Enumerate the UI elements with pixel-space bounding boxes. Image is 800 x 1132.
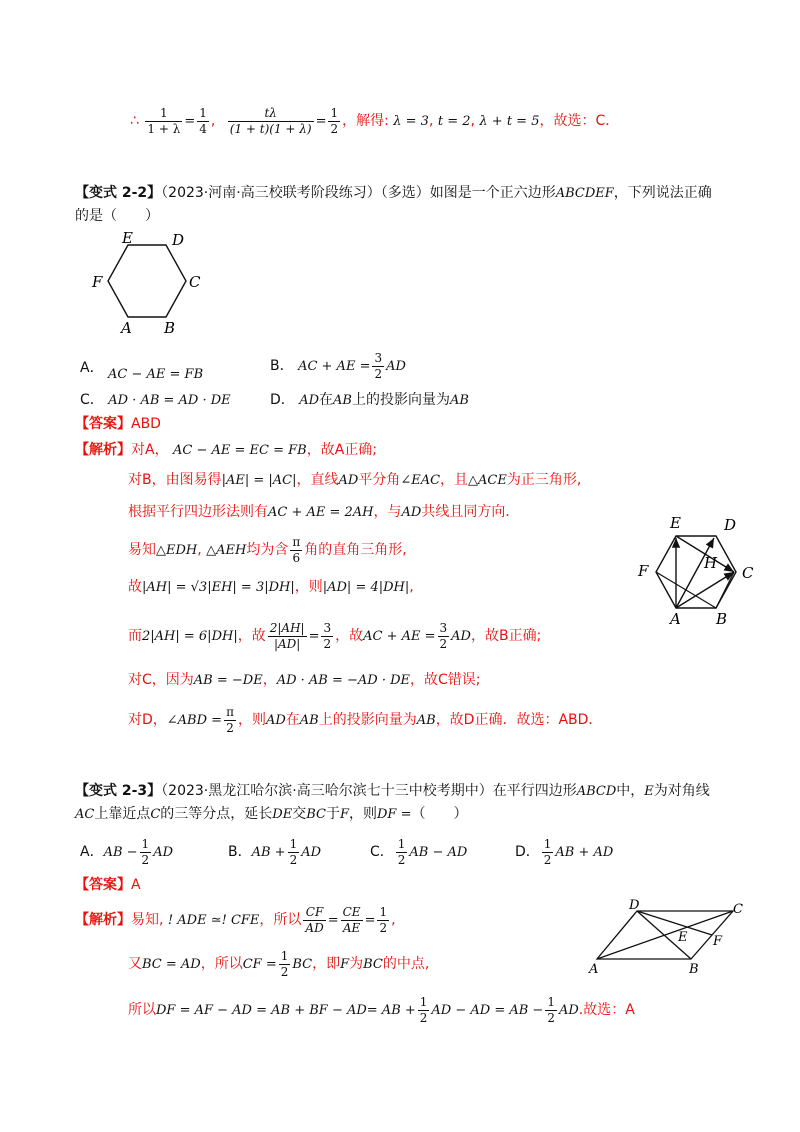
expr: AB = −DE (193, 673, 263, 688)
seg-bc: BC (306, 807, 326, 822)
q22-tag: 【变式 2-2】 (75, 185, 162, 201)
expr: ∠ABD = (166, 713, 223, 728)
expr: BC (292, 957, 313, 972)
expr: AD (153, 845, 173, 860)
expr: |AD| = 4|DH| (322, 580, 410, 595)
frac-num: CF (303, 905, 325, 921)
q23-option-d[interactable] (515, 832, 613, 872)
expr: AD (338, 473, 359, 488)
text: ，且 (440, 472, 469, 488)
hex-label-f: F (92, 273, 103, 291)
frac-den: 1 + λ (147, 121, 181, 136)
expr: |AH| = √3|EH| = 3|DH| (142, 580, 295, 595)
expr: △EDH (156, 543, 198, 558)
seg-de: DE (272, 807, 293, 822)
expr: △AEH (206, 543, 247, 558)
text: ，故D正确．故选：ABD． (435, 712, 603, 728)
q23-shape: ABCD (576, 784, 617, 799)
text: ，故 (335, 628, 364, 644)
q22-option-c[interactable] (80, 390, 231, 411)
frac-den: 2 (397, 852, 406, 867)
hexagon-shape (108, 245, 186, 317)
hex-label-d: D (172, 231, 185, 249)
expr: BC (363, 957, 383, 972)
option-label: C． (370, 844, 394, 860)
expr: △ACE (468, 473, 507, 488)
expr-df: DF = (377, 807, 412, 822)
text: 的中点, (382, 956, 430, 972)
q22-sol-line4: 易知△EDH, △AEH均为含 $\frac{\pi}{6}$ 角的直角三角形, (128, 534, 407, 565)
frac-num: 1 (397, 836, 406, 851)
fig-label-e: E (670, 514, 681, 532)
frac-num: 1 (289, 836, 298, 851)
vec-ab: AB (333, 393, 352, 408)
q22-option-d[interactable] (270, 390, 469, 411)
text: 对C，因为 (128, 672, 194, 688)
frac-den: 4 (199, 121, 207, 136)
expr: AD (558, 1003, 579, 1018)
text: 易知 (128, 542, 156, 558)
parallelogram-figure (585, 895, 755, 977)
frac-den: 2 (543, 852, 552, 867)
expr: = AB + (366, 1003, 416, 1018)
text: 又 (128, 956, 142, 972)
expr: DF = AF − AD = AB + BF − AD (156, 1003, 367, 1018)
frac-num: 1 (543, 836, 552, 851)
frac-num: 1 (145, 106, 182, 122)
q22-stem-line1 (75, 183, 712, 204)
frac-den: 2 (141, 852, 150, 867)
q23-answer (75, 875, 141, 895)
text: , (391, 912, 396, 928)
frac-den: |AD| (273, 636, 301, 651)
solution-t: t = 2 (437, 114, 471, 129)
text: ，所以 (259, 912, 302, 928)
text: 而 (128, 628, 142, 644)
frac-num: tλ (228, 106, 314, 122)
text: ，与 (373, 504, 402, 520)
option-d-text: 在 (319, 392, 334, 408)
q22-source: （2023·河南·高三校联考阶段练习）（多选）如图是一个正六边形 (161, 185, 556, 201)
text: ，则 (349, 806, 377, 822)
text: ，即 (312, 956, 341, 972)
seg-ac: AC (75, 807, 95, 822)
option-label: B． (270, 358, 294, 374)
vec-ad: AD (299, 393, 320, 408)
frac-den: AE (342, 920, 361, 935)
answer-tag: 【答案】 (75, 416, 131, 432)
expr: F (340, 957, 350, 972)
vec-ab-2: AB (450, 393, 469, 408)
frac-den: 2 (439, 636, 448, 651)
frac-den: (1 + t)(1 + λ) (229, 121, 312, 136)
expr: AB + (251, 845, 286, 860)
option-label: B． (228, 844, 252, 860)
frac-num: 1 (199, 105, 207, 120)
text: 为正三角形, (506, 472, 582, 488)
text: 对D， (128, 712, 167, 728)
q22-sol-line7 (128, 670, 481, 691)
frac-num: π (292, 534, 301, 549)
q22-sol-line2 (128, 470, 581, 491)
q23-source: （2023·黑龙江哈尔滨·高三哈尔滨七十三中校考期中）在平行四边形 (161, 783, 577, 799)
q23-option-a[interactable] (80, 832, 173, 872)
text: 易知, (131, 912, 164, 928)
frac-den: 2 (323, 636, 332, 651)
point-f: F (339, 807, 349, 822)
text: 角的直角三角形, (304, 542, 407, 558)
frac-den: 2 (374, 366, 383, 381)
therefore-symbol: ∴ (130, 113, 139, 129)
text: 交 (292, 806, 307, 822)
option-a-expr: AC − AE = FB (108, 367, 204, 382)
frac-num: CE (342, 904, 361, 919)
text: ，所以 (200, 956, 243, 972)
text: 故 (128, 579, 142, 595)
point-c: C (150, 807, 161, 822)
frac-num: 1 (419, 994, 428, 1009)
q22-sol-line3 (128, 502, 519, 523)
option-label: D． (270, 392, 295, 408)
frac-num: 3 (374, 350, 383, 365)
para-label-a: A (589, 962, 599, 977)
expr: ∠EAC (400, 473, 441, 488)
q23-tag: 【变式 2-3】 (75, 783, 162, 799)
text: .故选：A (578, 1002, 635, 1018)
frac-num: 1 (547, 994, 555, 1009)
hex-label-b: B (164, 319, 176, 335)
expr: BC = AD (142, 957, 201, 972)
expr: AB (299, 713, 319, 728)
para-label-d: D (629, 898, 640, 913)
q22-stem-line2: 的是（ ） (75, 208, 159, 224)
text: 根据平行四边形法则有 (128, 504, 268, 520)
option-b-lhs: AC + AE = (298, 359, 371, 374)
expr: AD − AD = AB − (431, 1003, 544, 1018)
frac-num: 3 (323, 620, 332, 635)
expr: AB + AD (555, 845, 614, 860)
text: 为 (349, 956, 364, 972)
para-label-f: F (713, 934, 723, 949)
text: ，则 (294, 579, 323, 595)
eq: = (308, 629, 320, 644)
q23-sol-line1: 【解析】易知, ! ADE ≃! CFE，所以 $\frac{CF}{AD}$ = $\frac{CE}{AE}$ = $\frac{1}{2}$ , (75, 904, 396, 935)
fig-label-c: C (742, 564, 754, 582)
q23-option-b[interactable] (228, 832, 321, 872)
expr: AC + AE = (363, 629, 436, 644)
expr: AD · AB = −AD · DE (276, 673, 411, 688)
text: 平分角 (358, 472, 401, 488)
text: 中， (616, 783, 645, 799)
fig-label-h: H (704, 554, 718, 572)
hex-label-c: C (189, 273, 201, 291)
frac-den: 2 (289, 852, 298, 867)
frac-num: 1 (280, 948, 289, 963)
q23-sol-line3 (128, 990, 635, 1030)
frac-den: 2 (226, 720, 234, 735)
solve-text: ，解得: (342, 113, 389, 129)
solution-lambda: λ = 3 (393, 114, 429, 129)
solution-tag: 【解析】 (75, 912, 131, 928)
text: ，故C错误; (410, 672, 481, 688)
point-e: E (644, 784, 654, 799)
solution-sum: λ + t = 5 (479, 114, 540, 129)
text: 上靠近点 (94, 806, 151, 822)
text: ，故A正确; (306, 442, 378, 458)
text: 在 (285, 712, 300, 728)
expr: AD (301, 845, 322, 860)
text: ， (262, 672, 277, 688)
q22-text-end: ，下列说法正确 (613, 185, 712, 201)
q22-sol-line6 (128, 614, 541, 658)
top-solution-line: ∴ $\frac{1}{1 + \lambda}$ = $\frac{1}{4}$ , $\frac{t\lambda}{(1 + t)(1 + \lambda)}$ = $\frac{1}{2}$ ，解得: λ = 3, t = 2, λ + t = 5，故选：C． (130, 105, 620, 136)
q22-sol-line1 (75, 440, 377, 461)
text: 所以 (128, 1002, 156, 1018)
expr: AD (401, 505, 422, 520)
frac-num: 1 (141, 836, 150, 851)
frac-num: 1 (330, 105, 339, 120)
text: 的三等分点，延长 (160, 806, 273, 822)
q23-stem-line2 (75, 804, 467, 825)
q22-answer (75, 414, 161, 434)
text: ，直线 (296, 472, 339, 488)
text: 为对角线 (653, 783, 710, 799)
q22-option-a[interactable] (80, 358, 204, 382)
hex-label-e: E (122, 229, 133, 247)
option-label: D． (515, 844, 540, 860)
frac-den: 2 (379, 920, 388, 935)
answer-tag: 【答案】 (75, 877, 131, 893)
para-label-c: C (733, 902, 743, 917)
hexagon-figure (88, 225, 218, 335)
q22-sol-line8 (128, 700, 602, 740)
frac-num: 1 (379, 904, 388, 919)
q22-option-b[interactable] (270, 346, 406, 386)
q23-stem-line1 (75, 781, 710, 802)
frac-den: 2 (280, 964, 289, 979)
frac-den: 6 (292, 550, 301, 565)
text: ，故 (237, 628, 266, 644)
text: 于 (325, 806, 340, 822)
text: 共线且同方向． (421, 504, 520, 520)
option-label: C． (80, 392, 104, 408)
answer-value: A (131, 877, 141, 893)
fig-label-b: B (716, 610, 728, 628)
q22-shape: ABCDEF (555, 186, 614, 201)
solution-tag: 【解析】 (75, 442, 131, 458)
frac-den: 2 (330, 121, 339, 136)
text: 均为含 (246, 542, 289, 558)
frac-den: 2 (419, 1010, 428, 1025)
expr: ! ADE ≃! CFE (167, 913, 260, 928)
q23-option-c[interactable] (370, 832, 467, 872)
text: （ ） (411, 806, 468, 822)
option-label: A． (80, 360, 104, 376)
frac-den: 2 (547, 1010, 555, 1025)
frac-num: π (226, 704, 234, 719)
option-label: A． (80, 844, 104, 860)
hex-label-a: A (121, 319, 132, 335)
text: ，则 (237, 712, 266, 728)
expr: CF = (242, 957, 277, 972)
text: 对B，由图易得 (128, 472, 222, 488)
fig-label-d: D (724, 516, 737, 534)
expr: |AE| = |AC| (221, 473, 297, 488)
hexagon-solution-figure (630, 508, 765, 628)
frac-den: AD (305, 920, 324, 935)
answer-value: ABD (131, 416, 161, 432)
expr: AB − (103, 845, 138, 860)
expr: AB (416, 713, 436, 728)
expr: AD (451, 629, 471, 644)
expr: AC − AE = EC = FB (173, 443, 307, 458)
option-d-text2: 上的投影向量为 (352, 392, 450, 408)
choose-text: ，故选：C． (539, 113, 620, 129)
q23-sol-line2 (128, 944, 429, 984)
text: 对A， (131, 442, 169, 458)
text: ，故B正确; (470, 628, 542, 644)
expr: AC + AE = 2AH (268, 505, 374, 520)
option-c-expr: AD · AB = AD · DE (108, 393, 231, 408)
text: , (409, 579, 414, 595)
para-label-b: B (689, 962, 699, 977)
para-label-e: E (678, 930, 688, 945)
expr: AD (265, 713, 286, 728)
option-b-rhs: AD (386, 359, 406, 374)
expr: AB − AD (409, 845, 468, 860)
text: 上的投影向量为 (318, 712, 417, 728)
q22-sol-line5 (128, 577, 414, 598)
expr: 2|AH| = 6|DH| (142, 629, 238, 644)
frac-num: 2|AH| (269, 620, 305, 635)
frac-num: 3 (439, 620, 448, 635)
fig-label-a: A (670, 610, 681, 628)
fig-label-f: F (638, 562, 649, 580)
